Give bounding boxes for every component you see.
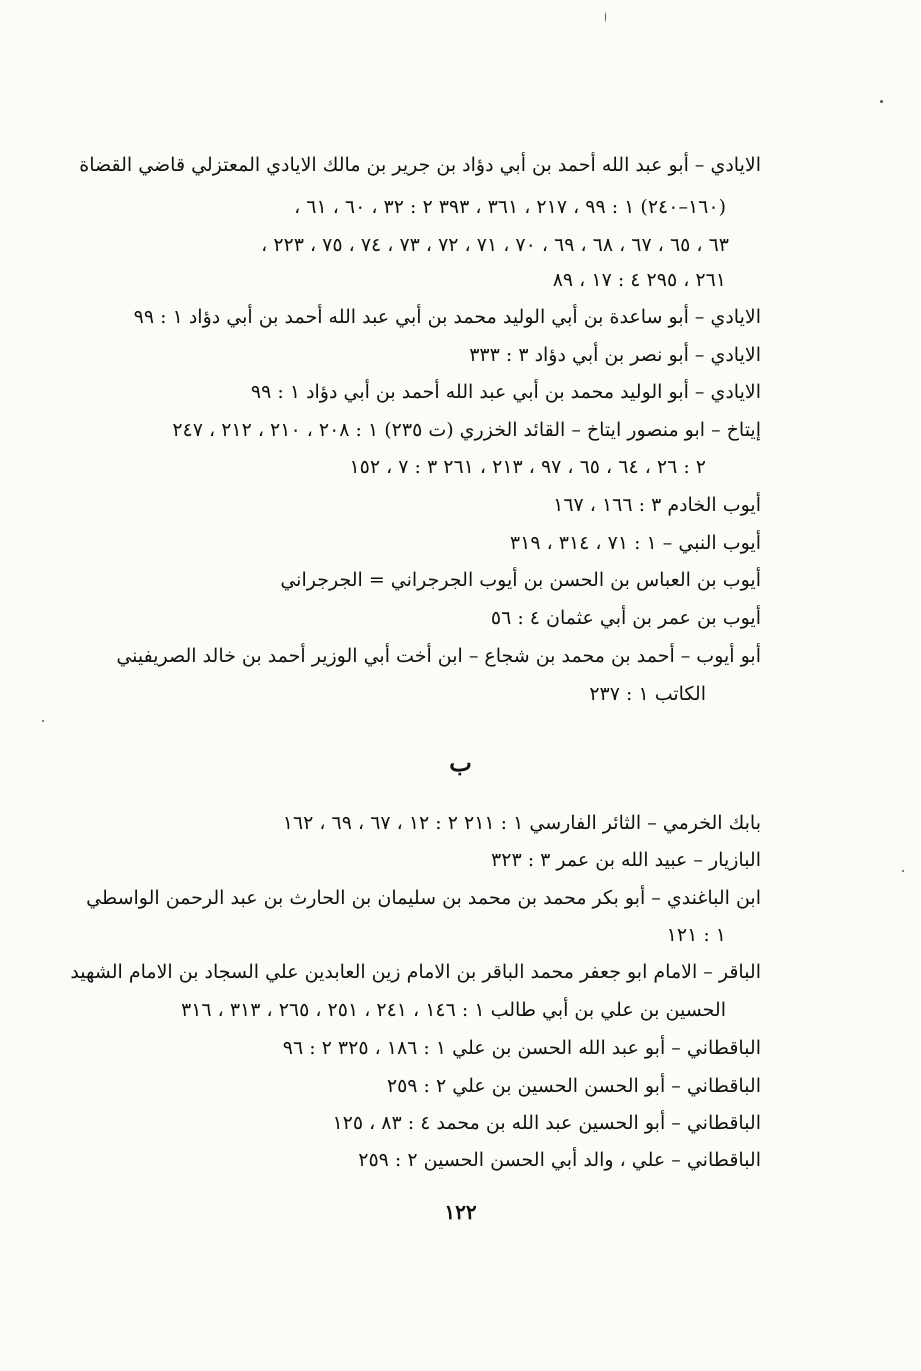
index-entry: أيوب الخادم ٣ : ١٦٦ ، ١٦٧ — [553, 494, 761, 516]
index-entry: الايادي – أبو نصر بن أبي دؤاد ٣ : ٣٣٣ — [469, 344, 761, 366]
index-entry: الباقطاني – أبو الحسن الحسين بن علي ٢ : ٢٥٩ — [386, 1075, 761, 1097]
index-entry: ابن الباغندي – أبو بكر محمد بن محمد بن سليمان بن الحارث بن عبد الرحمن الواسطي — [86, 887, 761, 909]
index-entry: الايادي – أبو عبد الله أحمد بن أبي دؤاد بن جرير بن مالك الايادي المعتزلي قاضي القضاة — [79, 154, 761, 176]
index-entry-continuation: ١ : ١٢١ — [666, 924, 726, 946]
index-entry: أيوب بن عمر بن أبي عثمان ٤ : ٥٦ — [490, 607, 761, 629]
index-entry: الايادي – أبو الوليد محمد بن أبي عبد الله أحمد بن أبي دؤاد ١ : ٩٩ — [250, 381, 761, 403]
index-entry: الباقر – الامام ابو جعفر محمد الباقر بن الامام زين العابدين علي السجاد بن الامام الشهيد — [70, 961, 761, 983]
section-heading: ب — [449, 748, 472, 777]
index-entry-continuation: ٢ : ٢٦ ، ٦٤ ، ٦٥ ، ٩٧ ، ٢١٣ ، ٢٦١ ٣ : ٧ ، ١٥٢ — [349, 456, 706, 478]
index-entry: البازيار – عبيد الله بن عمر ٣ : ٣٢٣ — [491, 849, 761, 871]
index-entry-continuation: (١٦٠–٢٤٠) ١ : ٩٩ ، ٢١٧ ، ٣٦١ ، ٣٩٣ ٢ : ٣٢ ، ٦٠ ، ٦١ ، — [294, 196, 726, 218]
index-entry: أيوب بن العباس بن الحسن بن أيوب الجرجراني = الجرجراني — [280, 569, 761, 591]
scan-speck — [605, 12, 606, 22]
scan-speck — [880, 100, 883, 103]
index-entry: بابك الخرمي – الثائر الفارسي ١ : ٢١١ ٢ : ١٢ ، ٦٧ ، ٦٩ ، ١٦٢ — [282, 812, 761, 834]
scan-speck — [902, 870, 904, 872]
index-entry: أبو أيوب – أحمد بن محمد بن شجاع – ابن أخت أبي الوزير أحمد بن خالد الصريفيني — [116, 645, 761, 667]
page-number: ١٢٢ — [444, 1200, 477, 1224]
index-entry: إيتاخ – ابو منصور ايتاخ – القائد الخزري (ت ٢٣٥) ١ : ٢٠٨ ، ٢١٠ ، ٢١٢ ، ٢٤٧ — [172, 419, 761, 441]
index-entry-continuation: الحسين بن علي بن أبي طالب ١ : ١٤٦ ، ٢٤١ ، ٢٥١ ، ٢٦٥ ، ٣١٣ ، ٣١٦ — [181, 999, 726, 1021]
index-entry: الباقطاني – أبو عبد الله الحسن بن علي ١ : ١٨٦ ، ٣٢٥ ٢ : ٩٦ — [282, 1037, 761, 1059]
index-entry: أيوب النبي – ١ : ٧١ ، ٣١٤ ، ٣١٩ — [509, 532, 761, 554]
scan-speck — [42, 720, 44, 722]
index-entry-continuation: الكاتب ١ : ٢٣٧ — [589, 683, 706, 705]
index-entry-continuation: ٢٦١ ، ٢٩٥ ٤ : ١٧ ، ٨٩ — [552, 269, 726, 291]
index-entry-continuation: ٦٣ ، ٦٥ ، ٦٧ ، ٦٨ ، ٦٩ ، ٧٠ ، ٧١ ، ٧٢ ، ٧٣ ، ٧٤ ، ٧٥ ، ٢٢٣ ، — [261, 234, 729, 256]
index-entry: الايادي – أبو ساعدة بن أبي الوليد محمد بن أبي عبد الله أحمد بن أبي دؤاد ١ : ٩٩ — [133, 306, 761, 328]
index-entry: الباقطاني – أبو الحسين عبد الله بن محمد ٤ : ٨٣ ، ١٢٥ — [332, 1112, 761, 1134]
index-entry: الباقطاني – علي ، والد أبي الحسن الحسين ٢ : ٢٥٩ — [358, 1149, 761, 1171]
